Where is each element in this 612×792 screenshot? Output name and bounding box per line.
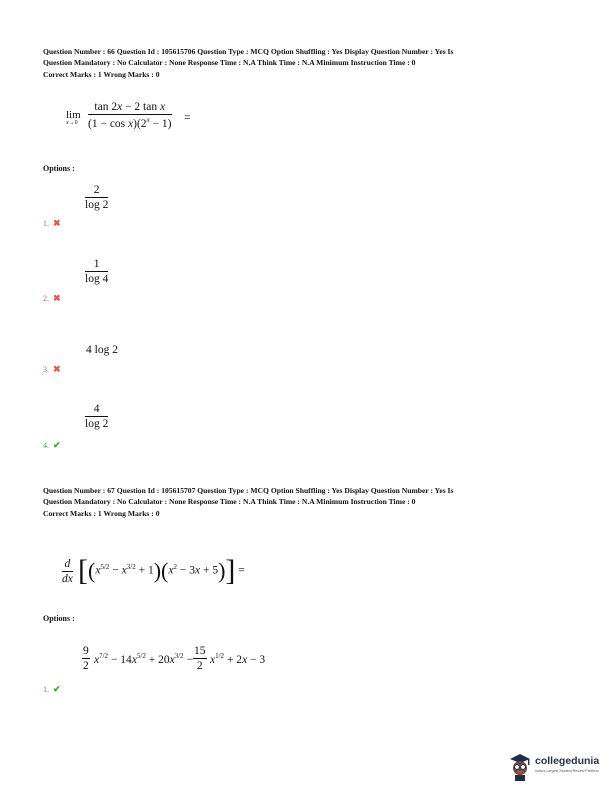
- q66-option-3-expr: 4 log 2: [86, 344, 118, 356]
- q67-option-1-frac-b: $\frac{15}{2}$: [194, 645, 206, 672]
- q66-meta: [43, 46, 588, 80]
- q66-option-4: [43, 440, 61, 451]
- q67-option-1-frac-a: $\frac{9}{2}$: [83, 645, 89, 672]
- wrong-icon: ✖: [53, 293, 61, 303]
- q66-option-1-expr: $\frac{2}{\log 2}$: [85, 184, 109, 211]
- q66-option-1: [43, 218, 61, 229]
- q66-lim: lim x→0: [66, 109, 81, 126]
- logo-tagline: India's Largest Student Review Platform: [535, 769, 599, 773]
- mascot-icon: [507, 752, 533, 782]
- q66-options-label: Options :: [43, 164, 75, 173]
- q66-option-4-expr: $\frac{4}{\log 2}$: [85, 403, 109, 430]
- option-number: 2.: [43, 294, 49, 303]
- q66-meta-line3: Correct Marks : 1 Wrong Marks : 0: [43, 69, 160, 79]
- option-number: 4.: [43, 441, 49, 450]
- check-icon: ✔: [53, 440, 61, 450]
- q67-expression: $[(x^{5/2} - x^{3/2} + 1)(x^2 - 3x + 5)]$ =: [78, 554, 245, 587]
- q66-option-2: [43, 293, 61, 304]
- q66-meta-line1: Question Number : 66 Question Id : 105615706 Question Type : MCQ Option Shuffling : Yes Display Question Number : Yes Is: [43, 47, 454, 56]
- q67-meta-line2: Question Mandatory : No Calculator : None Response Time : N.A Think Time : N.A Minimum Instruction Time : 0: [43, 497, 416, 507]
- wrong-icon: ✖: [53, 364, 61, 374]
- q67-meta: [43, 485, 588, 519]
- collegedunia-logo: [507, 752, 607, 784]
- q67-d-dx: $\frac{d}{dx}$: [62, 558, 73, 585]
- q67-meta-line3: Correct Marks : 1 Wrong Marks : 0: [43, 508, 160, 518]
- option-number: 1.: [43, 219, 49, 228]
- q67-option-1-end: $x^{1/2} + 2x - 3$: [210, 652, 266, 666]
- q67-options-label: Options :: [43, 614, 75, 623]
- option-number: 1.: [43, 685, 49, 694]
- q66-fraction: $\frac{\text{tan 2x − 2 tan x}}{(1 - \cos x)(2^x - 1)}$: [88, 101, 172, 130]
- logo-text: collegedunia: [535, 755, 600, 767]
- q66-meta-line2: Question Mandatory : No Calculator : None Response Time : N.A Think Time : N.A Minimum Instruction Time : 0: [43, 58, 416, 68]
- q66-equals: =: [184, 112, 191, 124]
- q66-option-2-expr: $\frac{1}{\log 4}$: [85, 258, 109, 285]
- wrong-icon: ✖: [53, 218, 61, 228]
- q67-meta-line1: Question Number : 67 Question Id : 105615707 Question Type : MCQ Option Shuffling : Yes Display Question Number : Yes Is: [43, 486, 454, 495]
- option-number: 3.: [43, 365, 49, 374]
- q66-option-3: [43, 364, 61, 375]
- q67-option-1: [43, 684, 61, 695]
- check-icon: ✔: [53, 684, 61, 694]
- q67-option-1-mid: $x^{7/2} - 14x^{5/2} + 20x^{3/2}$ −: [94, 652, 194, 666]
